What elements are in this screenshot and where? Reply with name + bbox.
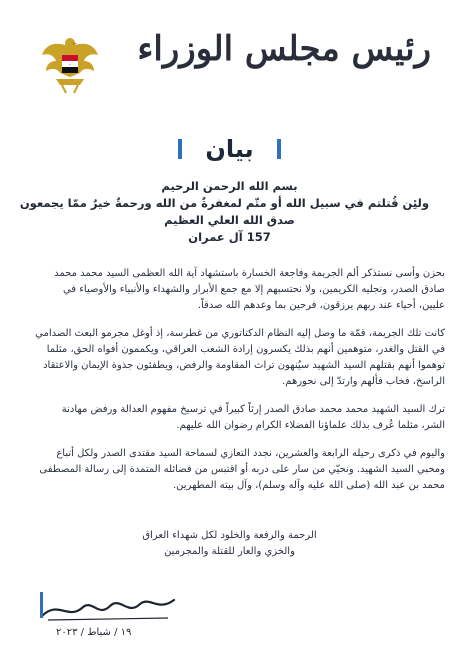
paragraph-line: واليوم في ذكرى رحيله الرابعة والعشرين، نجدد التعازي لسماحة السيد مقتدى الصدر ولكل أتباع xyxy=(56,448,445,459)
svg-text:*: * xyxy=(69,63,71,67)
paragraph-line: كانت تلك الجريمة، قمّة ما وصل إليه النظام الدكتاتوري من غطرسة، إذ أوغل مجرمو البعث الصدامي xyxy=(35,328,445,339)
basmala: بسم الله الرحمن الرحيم xyxy=(161,179,298,193)
paragraph-2 xyxy=(14,326,445,390)
paragraph-line: الراسخ، فخاب فألهم وارتدّ إلى نحورهم. xyxy=(282,376,445,387)
heading-bar-left xyxy=(178,139,182,159)
paragraph-3 xyxy=(14,402,445,434)
paragraph-line: الشر، مثلما عُرف بذلك علماؤنا الفضلاء الكرام رضوان الله عليهم. xyxy=(176,420,445,431)
closing-line: الرحمة والرفعة والخلود لكل شهداء العراق xyxy=(142,530,317,541)
verse-closing: صدق الله العلي العظيم xyxy=(164,213,295,227)
paragraph-1 xyxy=(14,266,445,314)
paragraph-line: عليين، أحياء عند ربهم يرزقون، فرحين بما وعدهم الله صدقاً. xyxy=(197,300,445,311)
handwritten-signature xyxy=(38,590,178,624)
verse-reference: 157 آل عمران xyxy=(188,230,271,244)
paragraph-line: في القتل والغدر، متوهمين أنهم بذلك يكسرون إرادة الشعب العراقي، ويكممون أفواه الحق، مثلما xyxy=(46,344,445,355)
paragraph-line: ومحبي السيد الشهيد. ونحيّي من سار على دربه أو اقتبس من فضائله المتمدة إلى رسالة المصطفى xyxy=(39,464,445,475)
paragraph-line: بحزن وأسى نستذكر ألم الجريمة وفاجعة الخسارة باستشهاد آية الله العظمى السيد محمد محمد xyxy=(54,268,445,279)
eagle-emblem-icon xyxy=(40,33,100,95)
paragraph-line: محمد بن عبد الله (صلى الله عليه وآله وسلم)، وآل بيته المطهرين. xyxy=(172,480,445,491)
closing-line: والخزي والعار للقتلة والمجرمين xyxy=(164,546,295,557)
closing-block xyxy=(30,528,429,560)
heading-word: بيان xyxy=(205,135,254,163)
paragraph-line: توهموا أنهم بقتلهم السيد الشهيد سيُنهون تراث المقاومة والرفض، ويطفئون جذوة الإيمان والاعتقاد xyxy=(43,360,445,371)
verse-text: ولئِن قُتلتم في سبيل الله أو متّم لمغفرةٌ من الله ورحمةٌ خيرٌ ممّا يجمعون xyxy=(19,196,429,210)
paragraph-line: صادق الصدر، ونجليه الكريمين، ولا نحتسبهم إلا مع جمع الأبرار والشهداء والأنبياء والأوصياء في xyxy=(62,284,445,295)
heading-bar-right xyxy=(277,139,281,159)
office-title: رئيس مجلس الوزراء xyxy=(137,29,431,69)
paragraph-line: ترك السيد الشهيد محمد محمد صادق الصدر إرثاً كبيراً في ترسيخ مفهوم العدالة ورفض مهادنة xyxy=(61,404,445,415)
statement-heading xyxy=(0,135,459,163)
statement-date: ١٩ / شباط / ٢٠٢٣ xyxy=(56,627,132,638)
quran-verse-block xyxy=(19,178,429,246)
letterhead xyxy=(0,0,459,120)
paragraph-4 xyxy=(14,446,445,494)
